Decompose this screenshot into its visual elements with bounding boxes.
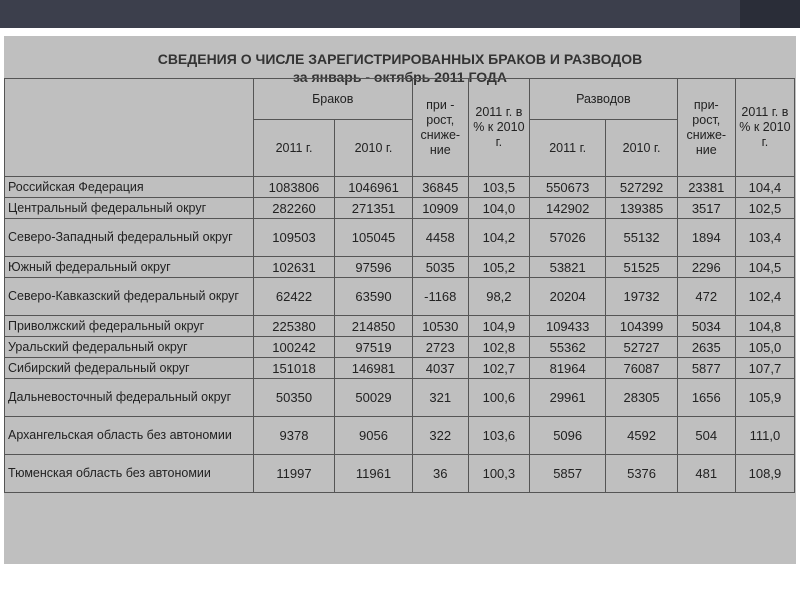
cell-d2011: 55362 — [529, 337, 605, 358]
table-row — [5, 219, 795, 257]
cell-m2010: 11961 — [335, 455, 412, 493]
region-name: Архангельская область без автономии — [5, 417, 254, 455]
header-marriages-growth: при - рост, сниже- ние — [412, 79, 468, 177]
cell-d2010: 4592 — [606, 417, 677, 455]
cell-dg: 23381 — [677, 177, 735, 198]
cell-d2010: 527292 — [606, 177, 677, 198]
cell-d2010: 76087 — [606, 358, 677, 379]
cell-d2010: 52727 — [606, 337, 677, 358]
region-name: Российская Федерация — [5, 177, 254, 198]
header-marriages-percent: 2011 г. в % к 2010 г. — [468, 79, 529, 177]
header-divorces-2010: 2010 г. — [606, 120, 677, 177]
cell-dp: 104,5 — [735, 257, 794, 278]
table-row — [5, 316, 795, 337]
cell-mg: 36845 — [412, 177, 468, 198]
cell-m2010: 9056 — [335, 417, 412, 455]
cell-d2010: 104399 — [606, 316, 677, 337]
cell-mg: 321 — [412, 379, 468, 417]
table-row — [5, 257, 795, 278]
cell-m2011: 1083806 — [253, 177, 335, 198]
cell-dg: 472 — [677, 278, 735, 316]
cell-dg: 3517 — [677, 198, 735, 219]
presentation-top-bar — [0, 0, 800, 28]
cell-m2011: 282260 — [253, 198, 335, 219]
cell-dp: 102,5 — [735, 198, 794, 219]
cell-mg: 4037 — [412, 358, 468, 379]
table-row — [5, 177, 795, 198]
cell-m2011: 11997 — [253, 455, 335, 493]
cell-dg: 2296 — [677, 257, 735, 278]
cell-dg: 504 — [677, 417, 735, 455]
cell-d2011: 53821 — [529, 257, 605, 278]
cell-m2010: 50029 — [335, 379, 412, 417]
cell-m2011: 9378 — [253, 417, 335, 455]
cell-dg: 5877 — [677, 358, 735, 379]
region-name: Южный федеральный округ — [5, 257, 254, 278]
cell-m2011: 109503 — [253, 219, 335, 257]
cell-mp: 105,2 — [468, 257, 529, 278]
cell-d2010: 51525 — [606, 257, 677, 278]
cell-mg: 2723 — [412, 337, 468, 358]
header-divorces: Разводов — [529, 79, 677, 120]
cell-mp: 100,6 — [468, 379, 529, 417]
cell-m2010: 105045 — [335, 219, 412, 257]
cell-mg: 10530 — [412, 316, 468, 337]
region-name: Дальневосточный федеральный округ — [5, 379, 254, 417]
cell-d2011: 5857 — [529, 455, 605, 493]
cell-mp: 104,9 — [468, 316, 529, 337]
cell-m2010: 97596 — [335, 257, 412, 278]
cell-m2011: 100242 — [253, 337, 335, 358]
cell-dg: 481 — [677, 455, 735, 493]
cell-m2011: 225380 — [253, 316, 335, 337]
cell-d2011: 550673 — [529, 177, 605, 198]
cell-mp: 104,2 — [468, 219, 529, 257]
cell-d2010: 139385 — [606, 198, 677, 219]
region-name: Тюменская область без автономии — [5, 455, 254, 493]
region-name: Сибирский федеральный округ — [5, 358, 254, 379]
cell-mg: 322 — [412, 417, 468, 455]
header-divorces-growth: при- рост, сниже- ние — [677, 79, 735, 177]
cell-d2011: 20204 — [529, 278, 605, 316]
cell-m2011: 50350 — [253, 379, 335, 417]
cell-d2011: 5096 — [529, 417, 605, 455]
cell-dg: 1656 — [677, 379, 735, 417]
title-line-1: СВЕДЕНИЯ О ЧИСЛЕ ЗАРЕГИСТРИРОВАННЫХ БРАКОВ И РАЗВОДОВ — [157, 51, 643, 67]
header-region — [5, 79, 254, 177]
cell-d2011: 142902 — [529, 198, 605, 219]
cell-dp: 111,0 — [735, 417, 794, 455]
cell-dg: 1894 — [677, 219, 735, 257]
cell-mp: 102,8 — [468, 337, 529, 358]
cell-d2010: 19732 — [606, 278, 677, 316]
cell-dp: 104,8 — [735, 316, 794, 337]
cell-m2010: 146981 — [335, 358, 412, 379]
cell-m2010: 97519 — [335, 337, 412, 358]
top-bar-accent — [740, 0, 800, 28]
cell-mp: 98,2 — [468, 278, 529, 316]
cell-mp: 104,0 — [468, 198, 529, 219]
cell-dp: 107,7 — [735, 358, 794, 379]
region-name: Северо-Западный федеральный округ — [5, 219, 254, 257]
cell-d2011: 29961 — [529, 379, 605, 417]
table-row — [5, 198, 795, 219]
cell-mp: 103,5 — [468, 177, 529, 198]
region-name: Уральский федеральный округ — [5, 337, 254, 358]
header-marriages-2011: 2011 г. — [253, 120, 335, 177]
table-row — [5, 358, 795, 379]
cell-dp: 104,4 — [735, 177, 794, 198]
cell-mg: 5035 — [412, 257, 468, 278]
cell-mg: 36 — [412, 455, 468, 493]
table-row — [5, 455, 795, 493]
table-row — [5, 379, 795, 417]
cell-dp: 103,4 — [735, 219, 794, 257]
header-divorces-2011: 2011 г. — [529, 120, 605, 177]
header-marriages: Браков — [253, 79, 412, 120]
cell-mp: 102,7 — [468, 358, 529, 379]
cell-dp: 108,9 — [735, 455, 794, 493]
cell-dg: 2635 — [677, 337, 735, 358]
cell-m2011: 151018 — [253, 358, 335, 379]
cell-d2011: 81964 — [529, 358, 605, 379]
header-divorces-percent: 2011 г. в % к 2010 г. — [735, 79, 794, 177]
cell-mp: 100,3 — [468, 455, 529, 493]
region-name: Северо-Кавказский федеральный округ — [5, 278, 254, 316]
cell-dp: 105,0 — [735, 337, 794, 358]
cell-mg: 4458 — [412, 219, 468, 257]
cell-d2011: 57026 — [529, 219, 605, 257]
cell-m2010: 63590 — [335, 278, 412, 316]
header-marriages-2010: 2010 г. — [335, 120, 412, 177]
cell-m2011: 102631 — [253, 257, 335, 278]
title-line-2: за январь - октябрь 2011 ГОДА — [293, 69, 507, 85]
table-row — [5, 337, 795, 358]
cell-m2011: 62422 — [253, 278, 335, 316]
cell-m2010: 214850 — [335, 316, 412, 337]
cell-d2010: 55132 — [606, 219, 677, 257]
cell-dp: 102,4 — [735, 278, 794, 316]
cell-d2011: 109433 — [529, 316, 605, 337]
cell-d2010: 28305 — [606, 379, 677, 417]
cell-mp: 103,6 — [468, 417, 529, 455]
cell-mg: -1168 — [412, 278, 468, 316]
cell-m2010: 1046961 — [335, 177, 412, 198]
cell-mg: 10909 — [412, 198, 468, 219]
statistics-table — [4, 78, 795, 493]
region-name: Приволжский федеральный округ — [5, 316, 254, 337]
cell-d2010: 5376 — [606, 455, 677, 493]
cell-dp: 105,9 — [735, 379, 794, 417]
table-row — [5, 417, 795, 455]
cell-dg: 5034 — [677, 316, 735, 337]
cell-m2010: 271351 — [335, 198, 412, 219]
table-row — [5, 278, 795, 316]
region-name: Центральный федеральный округ — [5, 198, 254, 219]
